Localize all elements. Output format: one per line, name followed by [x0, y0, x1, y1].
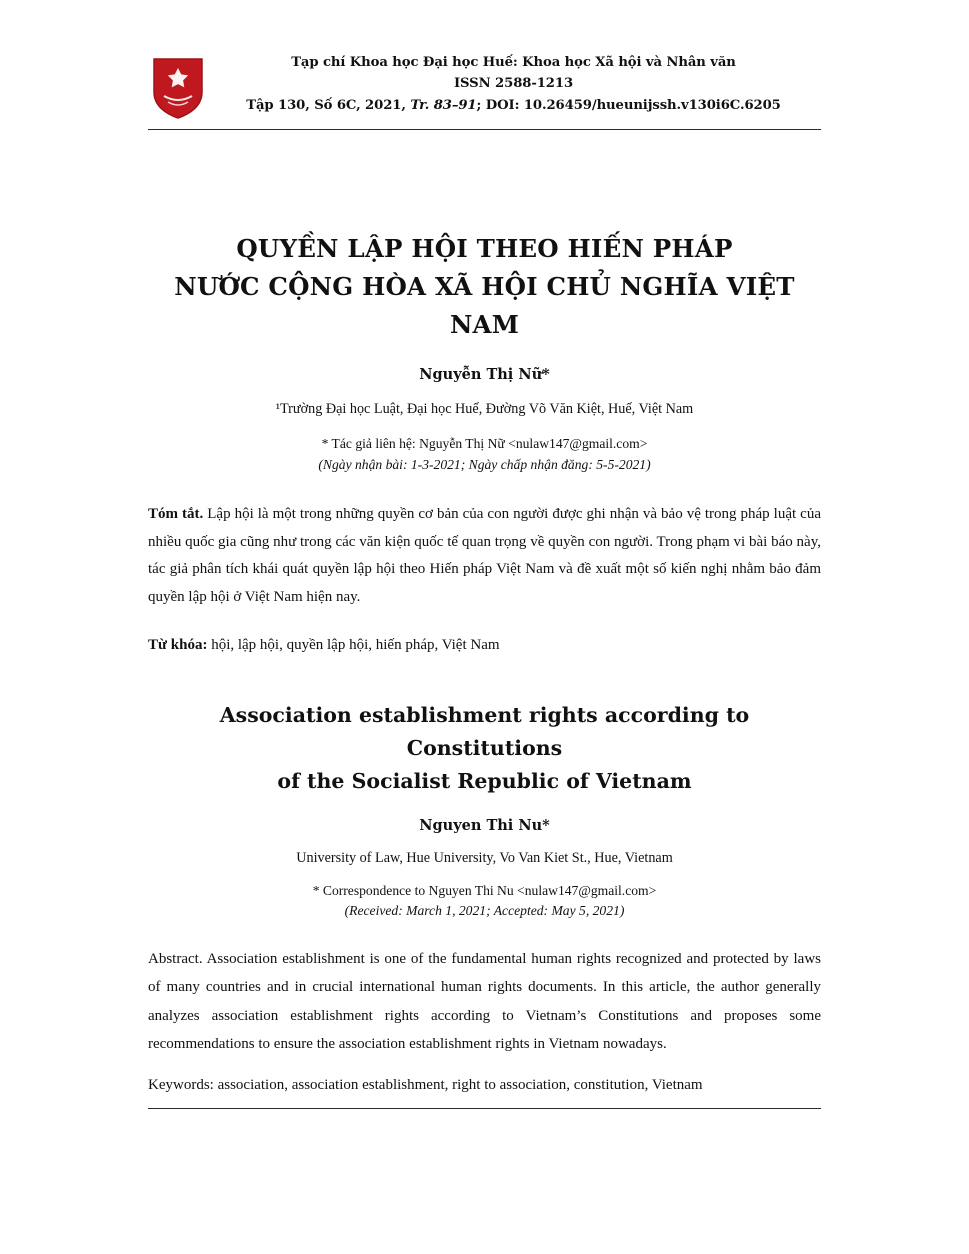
abstract-body-english: Association establishment is one of the fundamental human rights recognized and protected by laws of many countries and in crucial international human rights documents. In this article, the author generally analyzes association establishment rights according to Vietnam’s Constitutions and proposes some recommendations to ensure the association establishment rights in Vietnam nowadays. — [148, 950, 821, 1053]
abstract-vietnamese — [148, 501, 821, 612]
correspondence-english: * Correspondence to Nguyen Thi Nu <nulaw147@gmail.com> — [312, 882, 657, 898]
volume-issue-year: Tập 130, Số 6C, 2021, — [246, 97, 411, 113]
keywords-vietnamese — [148, 632, 821, 659]
title-vn-line-2: NƯỚC CỘNG HÒA XÃ HỘI CHỦ NGHĨA VIỆT NAM — [174, 271, 795, 339]
affiliation-vietnamese: ¹Trường Đại học Luật, Đại học Huế, Đường Võ Văn Kiệt, Huế, Việt Nam — [275, 400, 694, 417]
keywords-english — [148, 1077, 821, 1094]
masthead-text-block — [208, 52, 821, 116]
journal-volume-doi — [212, 95, 815, 116]
dates-vietnamese: (Ngày nhận bài: 1-3-2021; Ngày chấp nhận đăng: 5-5-2021) — [318, 456, 651, 472]
keywords-body-english: association, association establishment, right to association, constitution, Vietnam — [213, 1076, 703, 1093]
correspondence-vietnamese: * Tác giả liên hệ: Nguyễn Thị Nữ <nulaw147@gmail.com> — [321, 435, 648, 451]
abstract-label-vietnamese: Tóm tắt. — [148, 505, 204, 522]
abstract-body-vietnamese: Lập hội là một trong những quyền cơ bản của con người được ghi nhận và bảo vệ trong pháp luật của nhiều quốc gia cũng như trong các văn kiện quốc tế quan trọng về quyền con người. Trong phạm vi bài báo này, tác giả phân tích khái quát quyền lập hội theo Hiến pháp Việt Nam và đề xuất một số kiến nghị nhằm bảo đảm quyền lập hội ở Việt Nam hiện nay. — [148, 505, 821, 606]
footer-divider — [148, 1108, 821, 1109]
title-en-line-1: Association establishment rights according to Constitutions — [219, 702, 750, 761]
masthead-divider — [148, 129, 821, 130]
abstract-english — [148, 945, 821, 1059]
page-title-english — [148, 699, 821, 799]
keywords-label-vietnamese: Từ khóa: — [148, 636, 208, 653]
hue-university-crest-icon — [148, 52, 208, 120]
journal-masthead — [148, 0, 821, 120]
dates-english: (Received: March 1, 2021; Accepted: May 5, 2021) — [344, 902, 625, 918]
keywords-label-english: Keywords: — [148, 1076, 214, 1093]
author-name-vietnamese: Nguyễn Thị Nữ* — [419, 365, 550, 383]
title-en-line-2: of the Socialist Republic of Vietnam — [277, 769, 692, 794]
title-vn-line-1: QUYỀN LẬP HỘI THEO HIẾN PHÁP — [236, 234, 733, 263]
doi-text: ; DOI: 10.26459/hueunijssh.v130i6C.6205 — [476, 97, 781, 113]
affiliation-english: University of Law, Hue University, Vo Van Kiet St., Hue, Vietnam — [296, 849, 673, 866]
journal-title: Tạp chí Khoa học Đại học Huế: Khoa học Xã hội và Nhân văn — [291, 55, 736, 70]
abstract-label-english: Abstract. — [148, 950, 203, 967]
page-range: Tr. 83–91 — [410, 97, 477, 113]
page-title-vietnamese — [148, 230, 821, 344]
journal-issn: ISSN 2588-1213 — [453, 76, 574, 92]
keywords-body-vietnamese: hội, lập hội, quyền lập hội, hiến pháp, Việt Nam — [207, 636, 500, 653]
author-name-english: Nguyen Thi Nu* — [419, 816, 550, 834]
